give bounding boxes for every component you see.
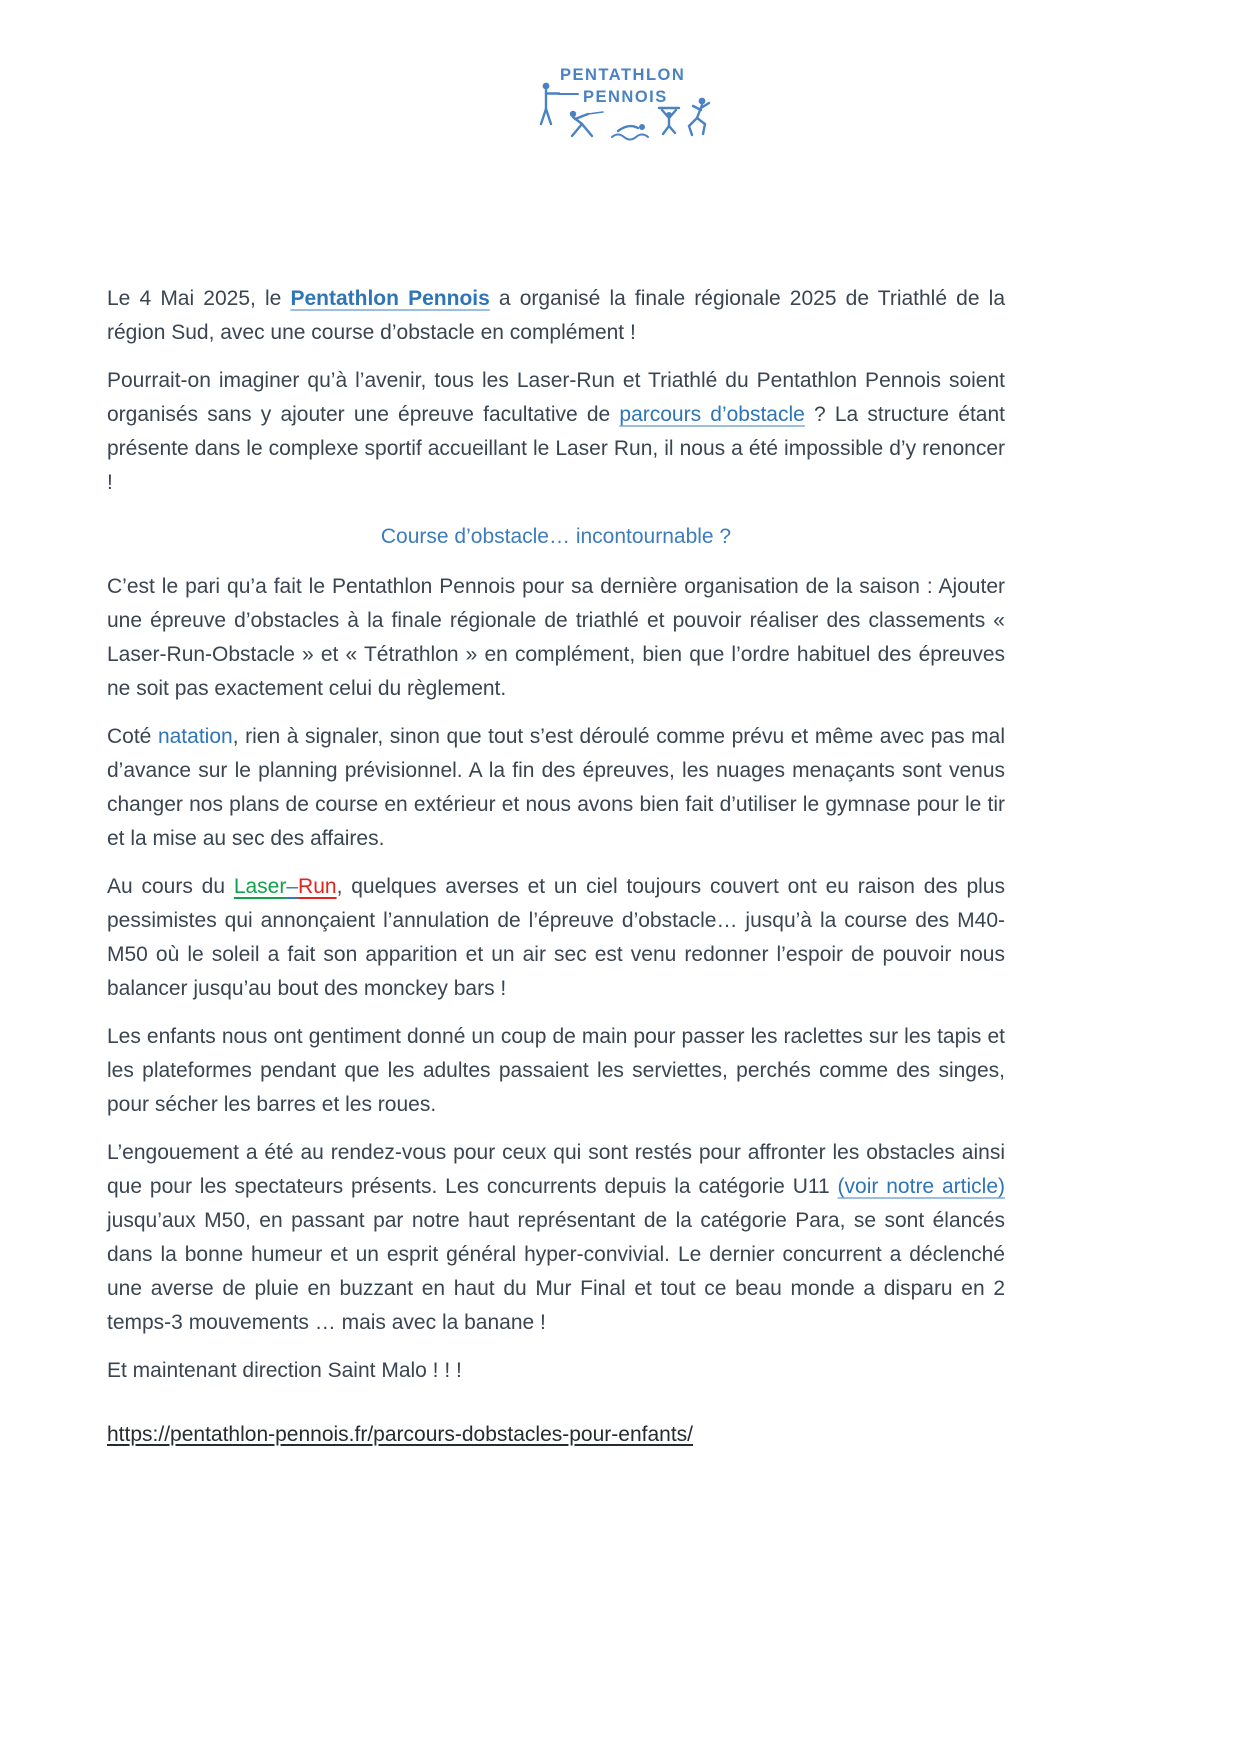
paragraph-engouement: [107, 1136, 1005, 1340]
paragraph-laserrun: [107, 870, 1005, 1006]
fencer-icon: [569, 111, 602, 136]
paragraph-natation: [107, 720, 1005, 856]
hurdler-icon: [659, 108, 679, 134]
dash-segment[interactable]: –: [286, 875, 299, 898]
paragraph-saint-malo: Et maintenant direction Saint Malo ! ! !: [107, 1359, 462, 1382]
article-url-link[interactable]: https://pentathlon-pennois.fr/parcours-dobstacles-pour-enfants/: [107, 1423, 694, 1446]
run-segment[interactable]: Run: [298, 875, 337, 898]
imaginer-text-after: ? La structure étant présente dans le complexe sportif accueillant le Laser Run, il nous a été impossible d’y renoncer !: [107, 403, 1005, 494]
section-heading: Course d’obstacle… incontournable ?: [380, 525, 732, 548]
intro-text-before: Le 4 Mai 2025, le: [107, 287, 291, 310]
paragraph-imaginer: [107, 364, 1005, 500]
engouement-text-after: jusqu’aux M50, en passant par notre haut représentant de la catégorie Para, se sont élancés dans la bonne humeur et un esprit général hyper-convivial. Le dernier concurrent a déclenché une averse de pluie en buzzant en haut du Mur Final et tout ce beau monde a disparu en 2 temps-3 mouvements … mais avec la banane !: [107, 1209, 1005, 1334]
laser-run-link[interactable]: [234, 875, 337, 898]
swimmer-icon: [612, 124, 648, 140]
pentathlon-pennois-logo: [526, 64, 716, 148]
paragraph-intro: [107, 282, 1005, 350]
runner-icon: [689, 98, 709, 135]
natation-link[interactable]: natation: [157, 725, 233, 748]
engouement-text-before: L’engouement a été au rendez-vous pour ceux qui sont restés pour affronter les obstacles ainsi que pour les spectateurs présents. Les concurrents depuis la catégorie U11: [107, 1141, 1005, 1198]
logo-title-line1: PENTATHLON: [559, 66, 685, 84]
laser-segment[interactable]: Laser: [233, 875, 287, 898]
imaginer-text-before: Pourrait-on imaginer qu’à l’avenir, tous les Laser-Run et Triathlé du Pentathlon Pennois soient organisés sans y ajouter une épreuve facultative de: [107, 369, 1005, 426]
article-body: [107, 282, 1005, 1466]
logo-title-line2: PENNOIS: [582, 88, 668, 106]
paragraph-footer-link: [107, 1418, 1005, 1452]
laserrun-text-before: Au cours du: [107, 875, 234, 898]
natation-text-before: Coté: [107, 725, 158, 748]
intro-text-after: a organisé la finale régionale 2025 de Triathlé de la région Sud, avec une course d’obstacle en complément !: [107, 287, 1006, 344]
natation-text-after: , rien à signaler, sinon que tout s’est déroulé comme prévu et même avec pas mal d’avance sur le planning prévisionnel. A la fin des épreuves, les nuages menaçants sont venus changer nos plans de course en extérieur et nous avons bien fait d’utiliser le gymnase pour le tir et la mise au sec des affaires.: [107, 725, 1005, 850]
parcours-obstacle-link[interactable]: parcours d’obstacle: [619, 403, 805, 426]
paragraph-pari: C’est le pari qu’a fait le Pentathlon Pennois pour sa dernière organisation de la saison : Ajouter une épreuve d’obstacles à la finale régionale de triathlé et pouvoir réaliser des classements « Laser-Run-Obstacle » et « Tétrathlon » en complément, bien que l’ordre habituel des épreuves ne soit pas exactement celui du règlement.: [107, 575, 1005, 700]
voir-notre-article-link[interactable]: (voir notre article): [837, 1175, 1005, 1198]
pentathlon-pennois-link[interactable]: Pentathlon Pennois: [290, 287, 490, 310]
logo: [0, 64, 1241, 148]
paragraph-enfants: Les enfants nous ont gentiment donné un coup de main pour passer les raclettes sur les tapis et les plateformes pendant que les adultes passaient les serviettes, perchés comme des singes, pour sécher les barres et les roues.: [107, 1025, 1005, 1116]
laserrun-text-after: , quelques averses et un ciel toujours couvert ont eu raison des plus pessimistes qui annonçaient l’annulation de l’épreuve d’obstacle… jusqu’à la course des M40-M50 où le soleil a fait son apparition et un air sec est venu redonner l’espoir de pouvoir nous balancer jusqu’au bout des monckey bars !: [107, 875, 1005, 1000]
